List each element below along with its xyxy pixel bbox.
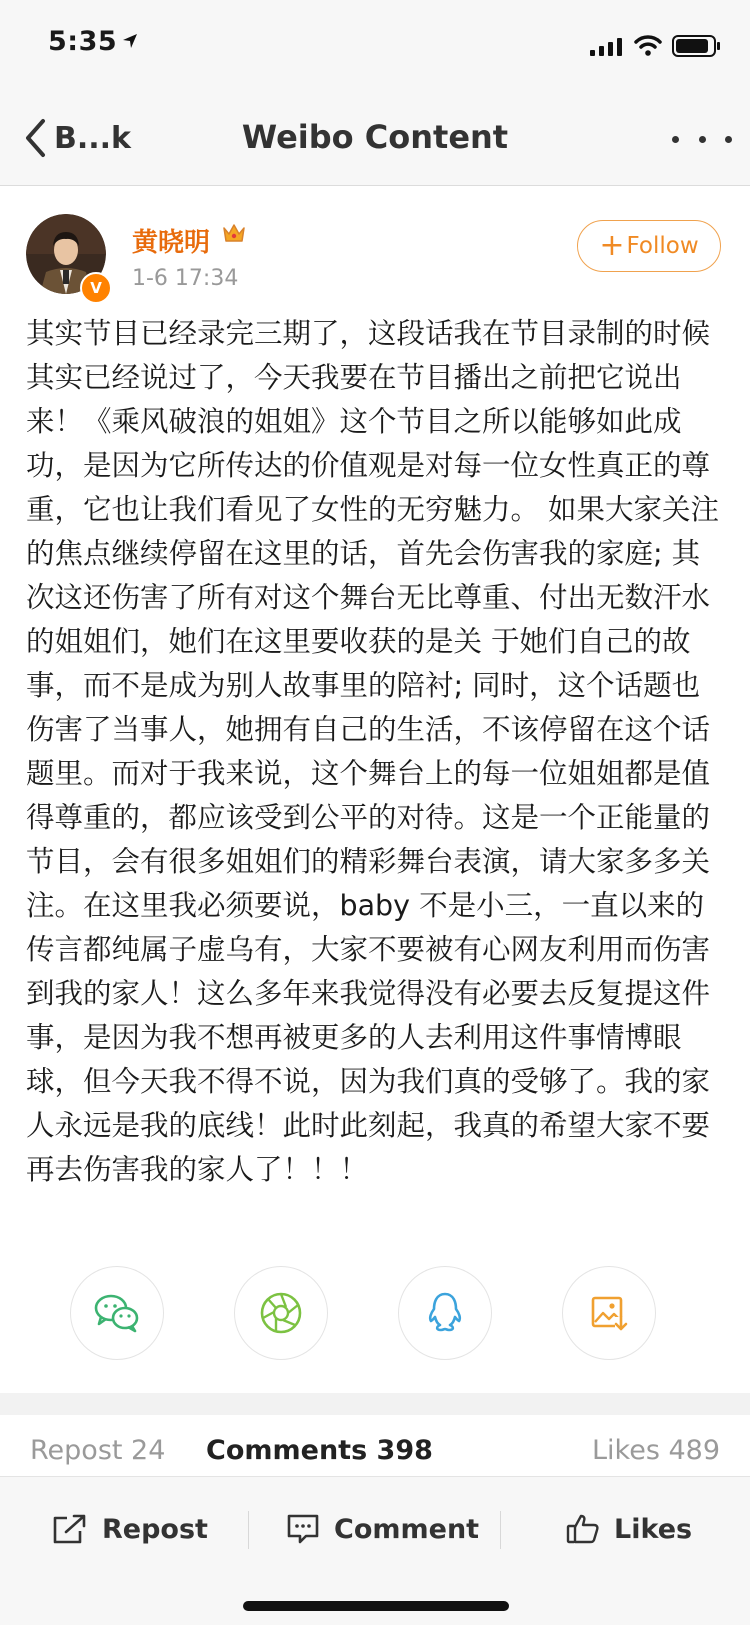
nav-bar (0, 90, 750, 186)
comment-icon (286, 1513, 320, 1545)
comment-label: Comment (334, 1513, 480, 1545)
share-row (0, 1266, 750, 1362)
dot-icon (672, 136, 679, 143)
share-wechat-button[interactable] (70, 1266, 164, 1360)
status-bar (0, 0, 750, 90)
dot-icon (725, 136, 732, 143)
username[interactable]: 黄晓明 (132, 228, 211, 258)
wechat-icon (94, 1293, 140, 1333)
qq-icon (426, 1291, 464, 1335)
section-divider (0, 1393, 750, 1415)
post-timestamp: 1-6 17:34 (132, 266, 239, 291)
likes-label: Likes (614, 1513, 693, 1545)
back-label: B...k (54, 120, 132, 156)
repost-button[interactable] (52, 1499, 208, 1559)
status-time: 5:35 (48, 26, 118, 57)
tab-likes-count[interactable]: Likes 489 (591, 1435, 720, 1466)
action-divider (500, 1511, 501, 1549)
post-body: 其实节目已经录完三期了，这段话我在节目录制的时候其实已经说过了，今天我要在节目播出之前把它说出来！《乘风破浪的姐姐》这个节目之所以能够如此成功，是因为它所传达的价值观是对每一位女性真正的尊重，它也让我们看见了女性的无穷魅力。 如果大家关注的焦点继续停留在这里的话，首先会伤害我的家庭; 其次这还伤害了所有对这个舞台无比尊重、付出无数汗水的姐姐们，她们在这里要收获的是关 于她们自己的故事，而不是成为别人故事里的陪衬; 同时，这个话题也伤害了当事人，她拥有自己的生活，不该停留在这个话题里。而对于我来说，这个舞台上的每一位姐姐都是值得尊重的，都应该受到公平的对待。这是一个正能量的节目，会有很多姐姐们的精彩舞台表演，请大家多多关注。在这里我必须要说，baby 不是小三，一直以来的传言都纯属子虚乌有，大家不要被有心网友利用而伤害到我的家人！这么多年来我觉得没有必要去反复提这件事，是因为我不想再被更多的人去利用这件事情博眼球，但今天我不得不说，因为我们真的受够了。我的家人永远是我的底线！此时此刻起，我真的希望大家不要再去伤害我的家人了！！！ (26, 317, 720, 1186)
crown-icon (222, 222, 246, 244)
more-options-button[interactable] (672, 124, 732, 154)
follow-button[interactable] (577, 220, 721, 272)
page-title: Weibo Content (241, 118, 509, 156)
wifi-icon (634, 34, 662, 56)
share-qq-button[interactable] (398, 1266, 492, 1360)
repost-label: Repost (102, 1513, 208, 1545)
comment-button[interactable] (286, 1499, 479, 1559)
follow-label: Follow (626, 233, 699, 259)
share-moments-button[interactable] (234, 1266, 328, 1360)
moments-icon (259, 1291, 303, 1335)
save-image-button[interactable] (562, 1266, 656, 1360)
thumbs-up-icon (566, 1513, 600, 1545)
battery-icon (672, 35, 722, 57)
repost-icon (52, 1513, 88, 1545)
tab-repost-count[interactable]: Repost 24 (30, 1435, 166, 1466)
verified-badge: V (80, 272, 112, 304)
home-indicator (243, 1601, 509, 1611)
location-arrow-icon (122, 33, 138, 49)
cellular-signal-icon (590, 38, 624, 56)
save-image-icon (589, 1293, 629, 1333)
plus-icon: + (599, 228, 625, 263)
like-button[interactable] (566, 1499, 692, 1559)
dot-icon (699, 136, 706, 143)
action-divider (248, 1511, 249, 1549)
bottom-action-bar (0, 1476, 750, 1625)
stats-tabs (0, 1415, 750, 1475)
tab-comments-count[interactable]: Comments 398 (206, 1435, 433, 1466)
